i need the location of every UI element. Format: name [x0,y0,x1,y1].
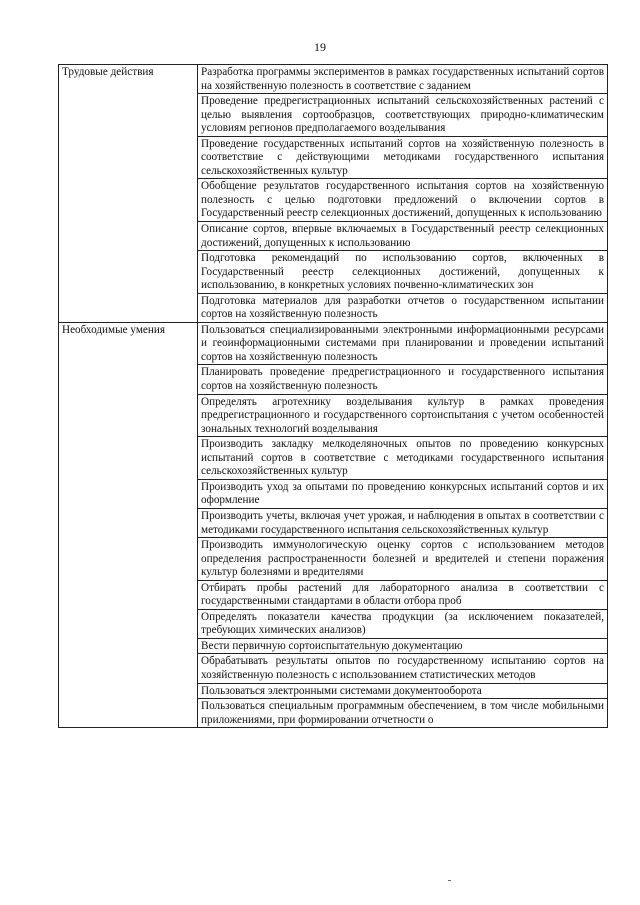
labor-action-item: Проведение предрегистрационных испытаний сельскохозяйственных растений с целью выявления сортообразцов, соответствующих природно-климатическим условиям регионов предполагаемого возделывания [198,94,608,137]
section-label-required-skills: Необходимые умения [59,322,198,727]
section-label-labor-actions: Трудовые действия [59,65,198,323]
skill-item: Пользоваться специализированными электронными информационными ресурсами и геоинформационными системами при планировании и проведении испытаний сортов на хозяйственную полезность [198,322,608,365]
skill-item: Пользоваться электронными системами документооборота [198,683,608,699]
labor-action-item: Описание сортов, впервые включаемых в Государственный реестр селекционных достижений, допущенных к использованию [198,222,608,251]
skill-item: Отбирать пробы растений для лабораторного анализа в соответствии с государственными стандартами в области отбора проб [198,580,608,609]
skill-item: Обрабатывать результаты опытов по государственному испытанию сортов на хозяйственную полезность с использованием статистических методов [198,654,608,683]
skill-item: Производить закладку мелкоделяночных опытов по проведению конкурсных испытаний сортов в соответствие с методиками государственного испытания сельскохозяйственных культур [198,437,608,480]
labor-action-item: Проведение государственных испытаний сортов на хозяйственную полезность в соответствие с действующими методиками государственного испытания сельскохозяйственных культур [198,136,608,179]
skill-item: Определять агротехнику возделывания культур в рамках проведения предрегистрационного и государственного сортоиспытания с учетом особенностей зональных технологий возделывания [198,394,608,437]
skill-item: Производить учеты, включая учет урожая, и наблюдения в опытах в соответствии с методиками государственного испытания сельскохозяйственных культур [198,508,608,537]
skill-item: Планировать проведение предрегистрационного и государственного испытания сортов на хозяйственную полезность [198,365,608,394]
specification-table [58,64,608,728]
skill-item: Вести первичную сортоиспытательную документацию [198,638,608,654]
skill-item: Пользоваться специальным программным обеспечением, в том числе мобильными приложениями, при формировании отчетности о [198,699,608,728]
skill-item: Определять показатели качества продукции (за исключением показателей, требующих химических анализов) [198,609,608,638]
table-row [59,322,608,365]
skill-item: Производить иммунологическую оценку сортов с использованием методов определения распространенности болезней и вредителей и степени поражения культур болезнями и вредителями [198,538,608,581]
labor-action-item: Подготовка рекомендаций по использованию сортов, включенных в Государственный реестр селекционных достижений, допущенных к использованию, в конкретных условиях почвенно-климатических зон [198,251,608,294]
table-row [59,65,608,94]
labor-action-item: Подготовка материалов для разработки отчетов о государственном испытании сортов на хозяйственную полезность [198,293,608,322]
scan-artifact [448,880,451,881]
labor-action-item: Обобщение результатов государственного испытания сортов на хозяйственную полезность с целью подготовки предложений о включении сортов в Государственный реестр селекционных достижений, допущенных к использованию [198,179,608,222]
labor-action-item: Разработка программы экспериментов в рамках государственных испытаний сортов на хозяйственную полезность в соответствие с заданием [198,65,608,94]
skill-item: Производить уход за опытами по проведению конкурсных испытаний сортов и их оформление [198,479,608,508]
page-number: 19 [314,40,326,54]
